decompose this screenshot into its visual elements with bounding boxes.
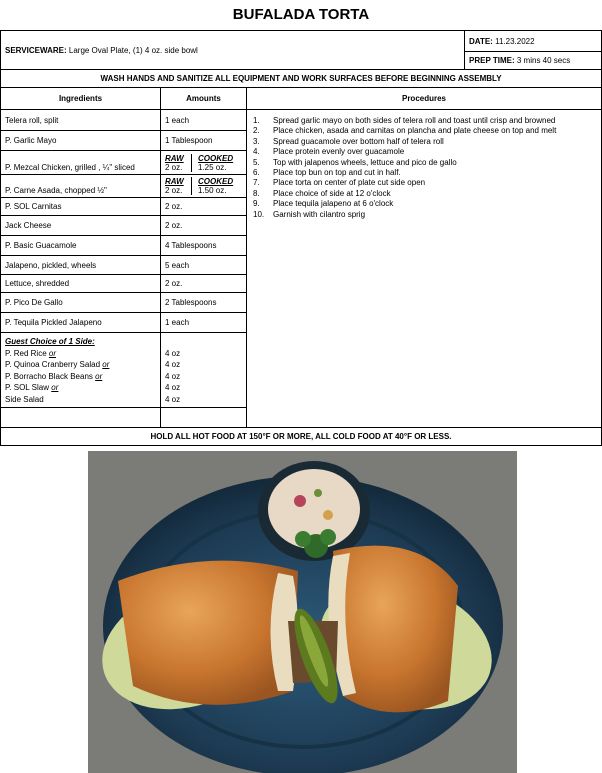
ingredient-name: P. Mezcal Chicken, grilled , ¼" sliced (1, 151, 161, 175)
ingredient-name: Telera roll, split (1, 110, 161, 131)
procedures-header: Procedures (247, 88, 602, 110)
empty-cell (1, 408, 161, 428)
ingredient-name: P. SOL Carnitas (1, 198, 161, 216)
ingredient-amount: 2 oz. (161, 275, 247, 293)
side-option: P. SOL Slaw or (5, 383, 59, 392)
ingredient-amount (161, 175, 247, 198)
ingredient-name: P. Garlic Mayo (1, 131, 161, 151)
ingredient-amount: 2 oz. (161, 198, 247, 216)
ingredient-amount: 1 Tablespoon (161, 131, 247, 151)
side-option: Side Salad (5, 394, 44, 404)
procedures-list (253, 116, 597, 220)
raw-cooked-values: 2 oz. 1.25 oz. (165, 162, 227, 172)
ingredient-amount: 2 oz. (161, 216, 247, 236)
recipe-table (0, 87, 602, 446)
procedure-step: 5. Top with jalapenos wheels, lettuce and pico de gallo (253, 157, 457, 167)
serviceware-label: SERVICEWARE: (5, 45, 67, 55)
ingredient-name: P. Tequila Pickled Jalapeno (1, 313, 161, 333)
info-table (0, 30, 602, 88)
slaw-carrot (323, 510, 333, 520)
guest-choice-cell (1, 333, 161, 408)
empty-cell (161, 408, 247, 428)
side-option: P. Borracho Black Beans or (5, 371, 103, 381)
ingredient-amount: 1 each (161, 313, 247, 333)
ingredient-amount: 5 each (161, 256, 247, 275)
procedure-step: 4. Place protein evenly over guacamole (253, 147, 405, 157)
procedures-cell (247, 110, 602, 428)
hold-notice: HOLD ALL HOT FOOD AT 150°F OR MORE, ALL COLD FOOD AT 40°F OR LESS. (1, 428, 602, 446)
procedure-step: 3. Spread guacamole over bottom half of telera roll (253, 136, 444, 146)
raw-cooked-values: 2 oz. 1.50 oz. (165, 186, 227, 195)
date-value: 11.23.2022 (495, 36, 535, 46)
slaw-cabbage (294, 495, 306, 507)
side-amount: 4 oz (165, 371, 181, 381)
ingredient-name: Jalapeno, pickled, wheels (1, 256, 161, 275)
ingredient-amount: 1 each (161, 110, 247, 131)
ingredient-name: P. Carne Asada, chopped ½" (1, 175, 161, 198)
wash-notice: WASH HANDS AND SANITIZE ALL EQUIPMENT AND WORK SURFACES BEFORE BEGINNING ASSEMBLY (1, 70, 602, 88)
side-amount: 4 oz (165, 394, 181, 404)
side-amount: 4 oz (165, 348, 181, 358)
dish-photo (88, 451, 517, 773)
amounts-header: Amounts (161, 88, 247, 110)
procedure-step: 2. Place chicken, asada and carnitas on plancha and plate cheese on top and melt (253, 126, 557, 136)
procedure-step: 8. Place choice of side at 12 o'clock (253, 188, 391, 198)
side-option: P. Red Rice or (5, 348, 57, 358)
ingredient-amount: 4 Tablespoons (161, 236, 247, 256)
prep-time-label: PREP TIME: (469, 56, 515, 65)
side-amount: 4 oz (165, 383, 181, 392)
guest-choice-title: Guest Choice of 1 Side: (5, 337, 95, 346)
prep-time-value: 3 mins 40 secs (516, 56, 571, 65)
ingredient-name: Lettuce, shredded (1, 275, 161, 293)
serviceware-value: Large Oval Plate, (1) 4 oz. side bowl (68, 45, 198, 55)
slaw-herb (314, 489, 322, 497)
procedure-step: 6. Place top bun on top and cut in half. (253, 168, 401, 178)
ingredient-name: Jack Cheese (1, 216, 161, 236)
date-label: DATE: (469, 36, 493, 46)
ingredient-amount (161, 151, 247, 175)
recipe-title: BUFALADA TORTA (232, 6, 370, 23)
procedure-step: 7. Place torta on center of plate cut side open (253, 178, 426, 188)
procedure-step: 10. Garnish with cilantro sprig (253, 209, 366, 219)
cilantro-leaf (295, 531, 311, 547)
ingredient-amount: 2 Tablespoons (161, 293, 247, 313)
cilantro-leaf (320, 529, 336, 545)
guest-choice-amounts (161, 333, 247, 408)
raw-cooked-header: RAW COOKED (165, 153, 234, 163)
ingredient-name: P. Basic Guacamole (1, 236, 161, 256)
side-option: P. Quinoa Cranberry Salad or (5, 360, 110, 369)
procedure-step: 9. Place tequila jalapeno at 6 o'clock (253, 199, 394, 209)
ingredients-header: Ingredients (1, 88, 161, 110)
date-cell (465, 31, 602, 52)
side-amount: 4 oz (165, 360, 181, 369)
prep-time-cell (465, 52, 602, 70)
serviceware-cell (1, 31, 465, 70)
raw-cooked-header: RAW COOKED (165, 177, 234, 186)
dish-illustration (88, 451, 517, 773)
ingredient-name: P. Pico De Gallo (1, 293, 161, 313)
procedure-step: 1. Spread garlic mayo on both sides of telera roll and toast until crisp and browned (253, 116, 556, 125)
